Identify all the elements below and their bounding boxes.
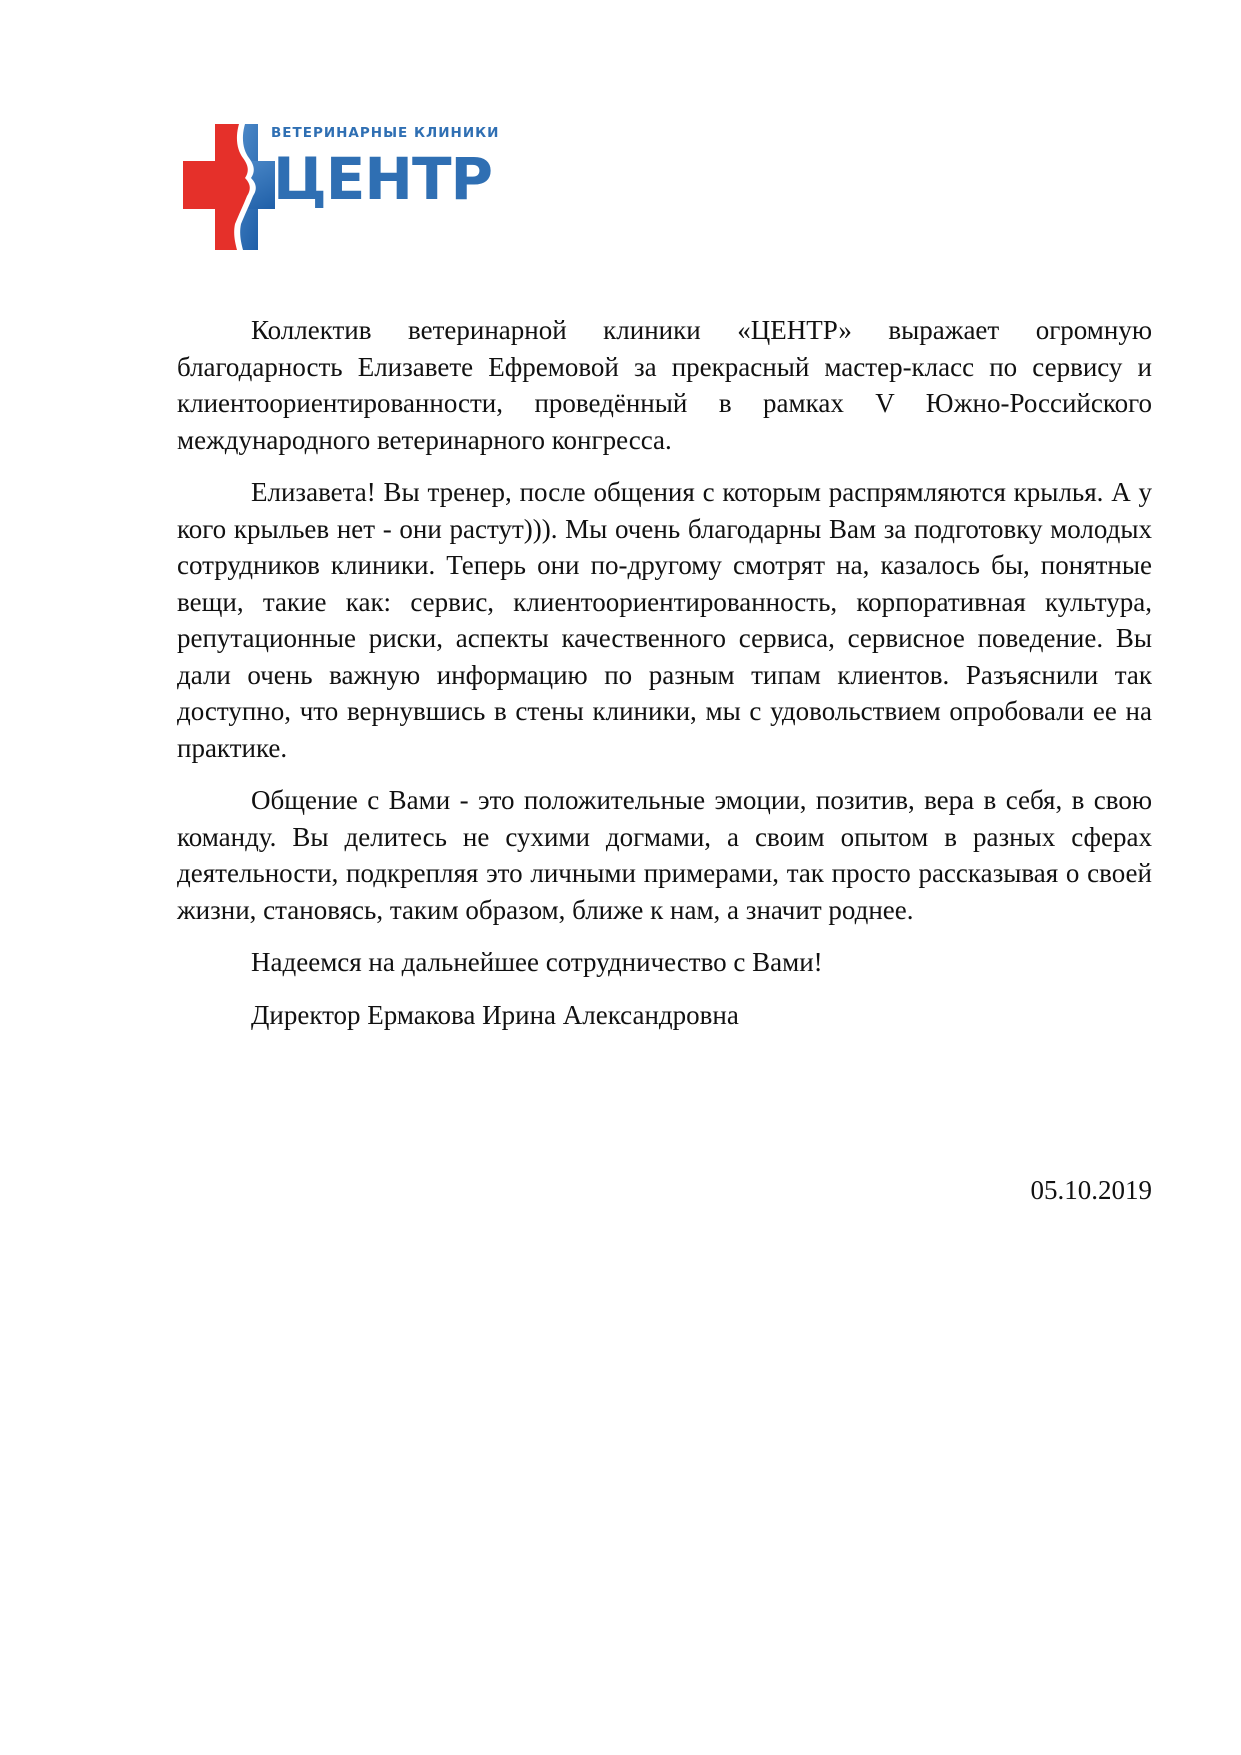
- letter-paragraph: Коллектив ветеринарной клиники «ЦЕНТР» выражает огромную благодарность Елизавете Ефремовой за прекрасный мастер-класс по сервису и клиентоориентированности, проведённый в рамках V Южно-Российского международного ветеринарного конгресса.: [177, 315, 1152, 455]
- logo-cross-icon: [183, 124, 275, 250]
- logo-name: ЦЕНТР: [273, 145, 493, 213]
- letter-date: 05.10.2019: [1030, 1175, 1152, 1205]
- signature-line: Директор Ермакова Ирина Александровна: [251, 999, 739, 1030]
- closing-line: Надеемся на дальнейшее сотрудничество с Вами!: [251, 947, 823, 977]
- letter-body: [177, 312, 1152, 1049]
- letter-paragraph: Елизавета! Вы тренер, после общения с которым распрямляются крылья. А у кого крыльев нет - они растут))). Мы очень благодарны Вам за подготовку молодых сотрудников клиники. Теперь они по-другому смотрят на, казалось бы, понятные вещи, такие как: сервис, клиентоориентированность, корпоративная культура, репутационные риски, аспекты качественного сервиса, сервисное поведение. Вы дали очень важную информацию по разным типам клиентов. Разъяснили так доступно, что вернувшись в стены клиники, мы с удовольствием опробовали ее на практике.: [177, 477, 1152, 763]
- letter-paragraph: Общение с Вами - это положительные эмоции, позитив, вера в себя, в свою команду. Вы делитесь не сухими догмами, а своим опытом в разных сферах деятельности, подкрепляя это личными примерами, так просто рассказывая о своей жизни, становясь, таким образом, ближе к нам, а значит роднее.: [177, 785, 1152, 925]
- clinic-logo: [183, 124, 523, 250]
- logo-subtitle: ВЕТЕРИНАРНЫЕ КЛИНИКИ: [271, 125, 500, 141]
